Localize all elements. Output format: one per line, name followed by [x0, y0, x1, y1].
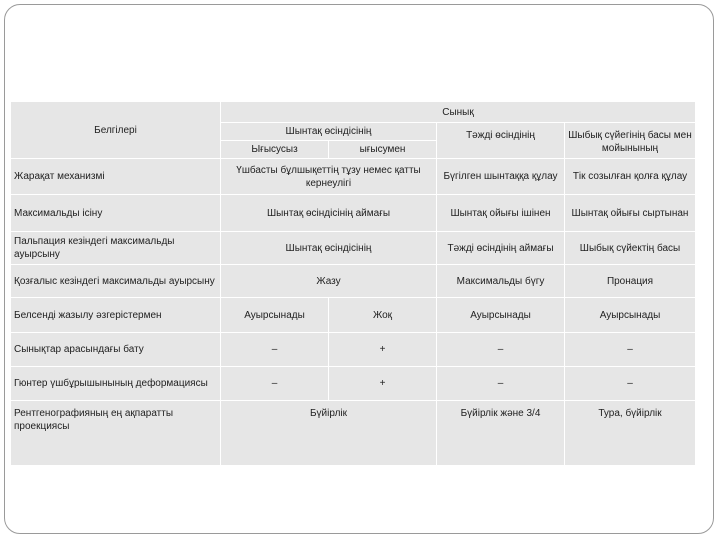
header-row-top [11, 102, 696, 123]
row-cell: Шынтақ өсіндісінің аймағы [221, 195, 437, 232]
row-cell: – [565, 333, 696, 367]
row-label: Қозғалыс кезіндегі максимальды ауырсыну [11, 265, 221, 298]
table-row [11, 265, 696, 298]
header-col1-sub-a: Ығысусыз [221, 141, 329, 159]
row-cell: – [221, 333, 329, 367]
header-fracture: Сынық [221, 102, 696, 123]
row-cell: Тура, бүйірлік [565, 401, 696, 466]
row-cell: Максимальды бүгу [437, 265, 565, 298]
row-label: Рентгенографияның ең ақпаратты проекциясы [11, 401, 221, 466]
header-col2: Тәжді өсіндінің [437, 123, 565, 159]
header-col1-sub-b: ығысумен [329, 141, 437, 159]
row-label: Пальпация кезіндегі максимальды ауырсыну [11, 232, 221, 265]
row-cell: Пронация [565, 265, 696, 298]
row-label: Жарақат механизмі [11, 159, 221, 195]
row-cell: – [565, 367, 696, 401]
table-row [11, 298, 696, 333]
table-row [11, 401, 696, 466]
table-row [11, 232, 696, 265]
table-row [11, 367, 696, 401]
row-cell: + [329, 333, 437, 367]
row-cell: Жазу [221, 265, 437, 298]
row-cell: Ауырсынады [221, 298, 329, 333]
row-cell: Ауырсынады [437, 298, 565, 333]
row-cell: + [329, 367, 437, 401]
row-cell: Бүйірлік [221, 401, 437, 466]
row-cell: Шынтақ өсіндісінің [221, 232, 437, 265]
table-row [11, 195, 696, 232]
row-cell: Тәжді өсіндінің аймағы [437, 232, 565, 265]
table-row [11, 333, 696, 367]
table-row [11, 159, 696, 195]
fracture-comparison-table [10, 101, 696, 466]
header-features: Белгілері [11, 102, 221, 159]
row-cell: Бүгілген шынтаққа құлау [437, 159, 565, 195]
row-cell: Ауырсынады [565, 298, 696, 333]
row-cell: Шыбық сүйектің басы [565, 232, 696, 265]
header-col3: Шыбық сүйегінің басы мен мойынының [565, 123, 696, 159]
row-cell: – [437, 367, 565, 401]
row-cell: Шынтақ ойығы сыртынан [565, 195, 696, 232]
row-cell: Шынтақ ойығы ішінен [437, 195, 565, 232]
row-cell: Бүйірлік және 3/4 [437, 401, 565, 466]
row-cell: – [437, 333, 565, 367]
row-cell: Үшбасты бұлшықеттің тұзу немес қатты кернеулігі [221, 159, 437, 195]
row-label: Сынықтар арасындағы бату [11, 333, 221, 367]
row-cell: – [221, 367, 329, 401]
row-label: Максимальды ісіну [11, 195, 221, 232]
row-label: Белсенді жазылу әзгерістермен [11, 298, 221, 333]
row-cell: Тік созылған қолға құлау [565, 159, 696, 195]
row-label: Гюнтер үшбұрышынының деформациясы [11, 367, 221, 401]
header-col1: Шынтақ өсіндісінің [221, 123, 437, 141]
row-cell: Жоқ [329, 298, 437, 333]
